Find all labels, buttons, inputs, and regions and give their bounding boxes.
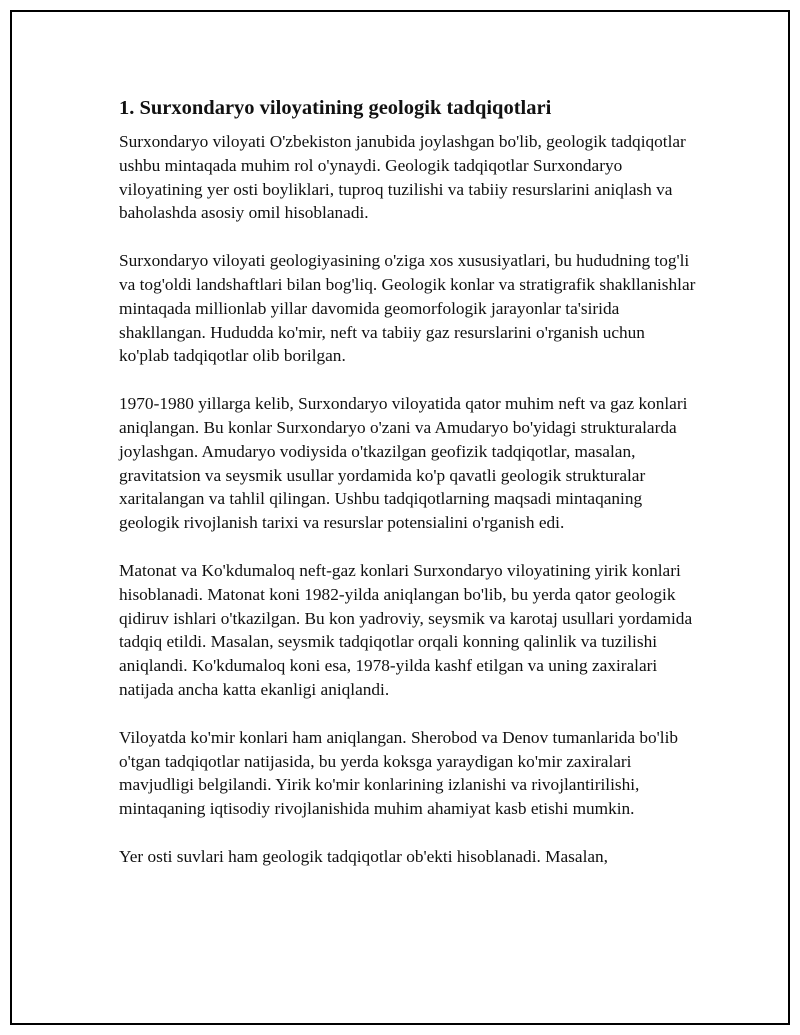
document-body (119, 96, 697, 893)
section-heading: 1. Surxondaryo viloyatining geologik tadqiqotlari (119, 97, 552, 119)
paragraph-2: Surxondaryo viloyati geologiyasining o'ziga xos xususiyatlari, bu hududning tog'li va tog'oldi landshaftlari bilan bog'liq. Geologik konlar va stratigrafik shakllanishlar mintaqada millionlab yillar davomida geomorfologik jarayonlar ta'sirida shakllangan. Hududda ko'mir, neft va tabiiy gaz resurslarini o'rganish uchun ko'plab tadqiqotlar olib borilgan. (119, 251, 696, 366)
page (10, 10, 790, 1025)
paragraph-3: 1970-1980 yillarga kelib, Surxondaryo viloyatida qator muhim neft va gaz konlari aniqlangan. Bu konlar Surxondaryo o'zani va Amudaryo bo'yidagi strukturalarda joylashgan. Amudaryo vodiysida o'tkazilgan geofizik tadqiqotlar, masalan, gravitatsion va seysmik usullar yordamida ko'p qavatli geologik strukturalar xaritalangan va tahlil qilingan. Ushbu tadqiqotlarning maqsadi mintaqaning geologik rivojlanish tarixi va resurslar potensialini o'rganish edi. (119, 394, 688, 533)
paragraph-1: Surxondaryo viloyati O'zbekiston janubida joylashgan bo'lib, geologik tadqiqotlar ushbu mintaqada muhim rol o'ynaydi. Geologik tadqiqotlar Surxondaryo viloyatining yer osti boyliklari, tuproq tuzilishi va tabiiy resurslarini aniqlash va baholashda asosiy omil hisoblanadi. (119, 132, 686, 223)
paragraph-4: Matonat va Ko'kdumaloq neft-gaz konlari Surxondaryo viloyatining yirik konlari hisoblanadi. Matonat koni 1982-yilda aniqlangan bo'lib, bu yerda qator geologik qidiruv ishlari o'tkazilgan. Bu kon yadroviy, seysmik va karotaj usullari yordamida tadqiq etildi. Masalan, seysmik tadqiqotlar orqali konning qalinlik va tuzilishi aniqlandi. Ko'kdumaloq koni esa, 1978-yilda kashf etilgan va uning zaxiralari natijada ancha katta ekanligi aniqlandi. (119, 560, 693, 699)
paragraph-5: Viloyatda ko'mir konlari ham aniqlangan. Sherobod va Denov tumanlarida bo'lib o'tgan tadqiqotlar natijasida, bu yerda koksga yaraydigan ko'mir zaxiralari mavjudligi belgilandi. Yirik ko'mir konlarining izlanishi va rivojlantirilishi, mintaqaning iqtisodiy rivojlanishida muhim ahamiyat kasb etishi mumkin. (119, 727, 679, 819)
paragraph-6: Yer osti suvlari ham geologik tadqiqotlar ob'ekti hisoblanadi. Masalan, (119, 846, 608, 866)
